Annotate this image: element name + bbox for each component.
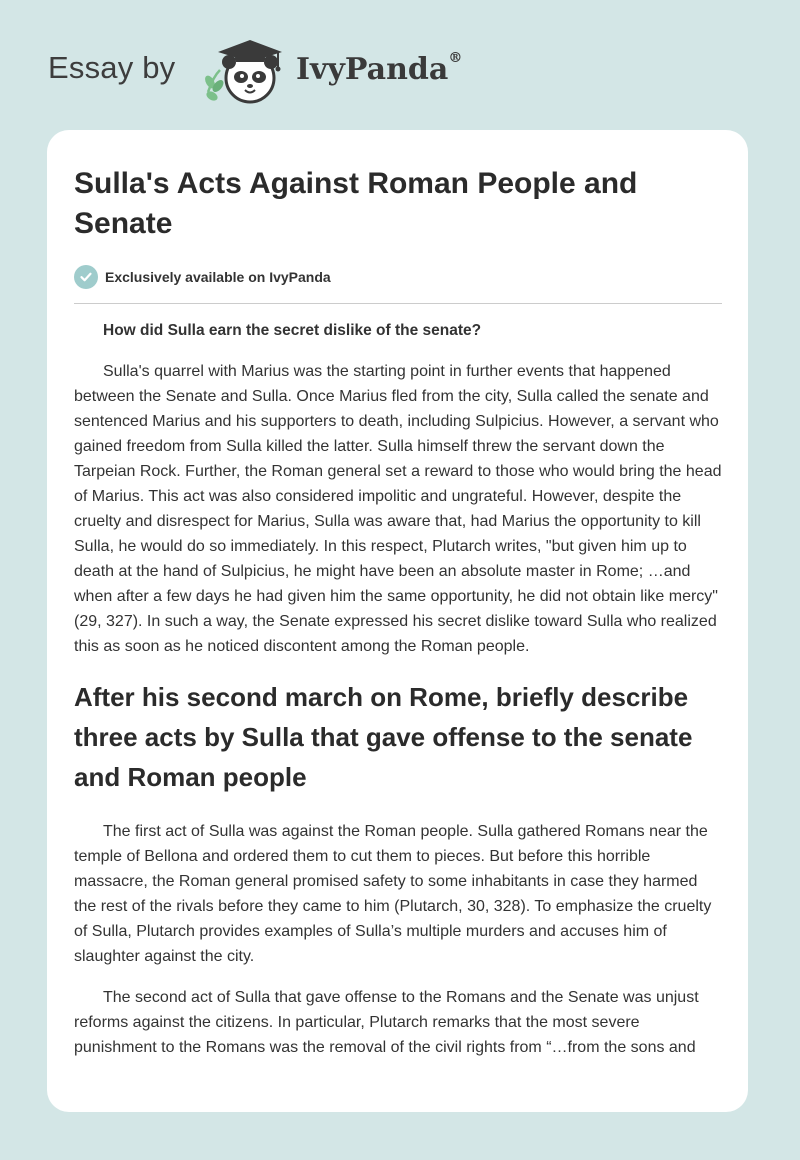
- exclusive-badge: [74, 264, 331, 290]
- divider: [74, 303, 722, 304]
- panda-graduate-icon[interactable]: [198, 36, 290, 108]
- paragraph: The second act of Sulla that gave offense to the Romans and the Senate was unjust reforms against the citizens. In particular, Plutarch remarks that the most severe punishment to the Romans was the removal of the civil rights from “…from the sons and: [74, 989, 699, 1056]
- article-body: [74, 318, 722, 1060]
- badge-label: Exclusively available on IvyPanda: [105, 269, 331, 285]
- essay-by-label: Essay by: [48, 50, 176, 85]
- brand-name[interactable]: [296, 52, 462, 87]
- paragraph: Sulla's quarrel with Marius was the starting point in further events that happened between the Senate and Sulla. Once Marius fled from the city, Sulla called the senate and sentenced Marius and his supporters to death, including Sulpicius. However, a servant who gained freedom from Sulla killed the latter. Sulla himself threw the servant down the Tarpeian Rock. Further, the Roman general set a reward to those who would bring the head of Marius. This act was also considered impolitic and ungrateful. However, despite the cruelty and disrespect for Marius, Sulla was aware that, had Marius the opportunity to kill Sulla, he would do so immediately. In this respect, Plutarch writes, "but given him up to death at the hand of Sulpicius, he might have been an absolute master in Rome; …and when after a few days he had given him the same opportunity, he did not obtain like mercy" (29, 327). In such a way, the Senate expressed his secret dislike toward Sulla who realized this as soon as he noticed discontent among the Roman people.: [74, 363, 722, 655]
- registered-mark: ®: [448, 50, 463, 66]
- article-title: Sulla's Acts Against Roman People and Senate: [74, 167, 638, 240]
- site-header: [0, 0, 800, 130]
- question-heading: How did Sulla earn the secret dislike of the senate?: [103, 322, 482, 339]
- article-card: [47, 130, 748, 1112]
- section-heading: After his second march on Rome, briefly describe three acts by Sulla that gave offense to the senate and Roman people: [74, 682, 693, 792]
- paragraph: The first act of Sulla was against the Roman people. Sulla gathered Romans near the temple of Bellona and ordered them to cut them to pieces. But before this horrible massacre, the Roman general promised safety to some inhabitants in case they harmed the rest of the rivals before they came to him (Plutarch, 30, 328). To emphasize the cruelty of Sulla, Plutarch provides examples of Sulla’s multiple murders and accuses him of slaughter against the city.: [74, 823, 712, 965]
- check-icon: [74, 265, 98, 289]
- brand-text: IvyPanda: [296, 52, 449, 87]
